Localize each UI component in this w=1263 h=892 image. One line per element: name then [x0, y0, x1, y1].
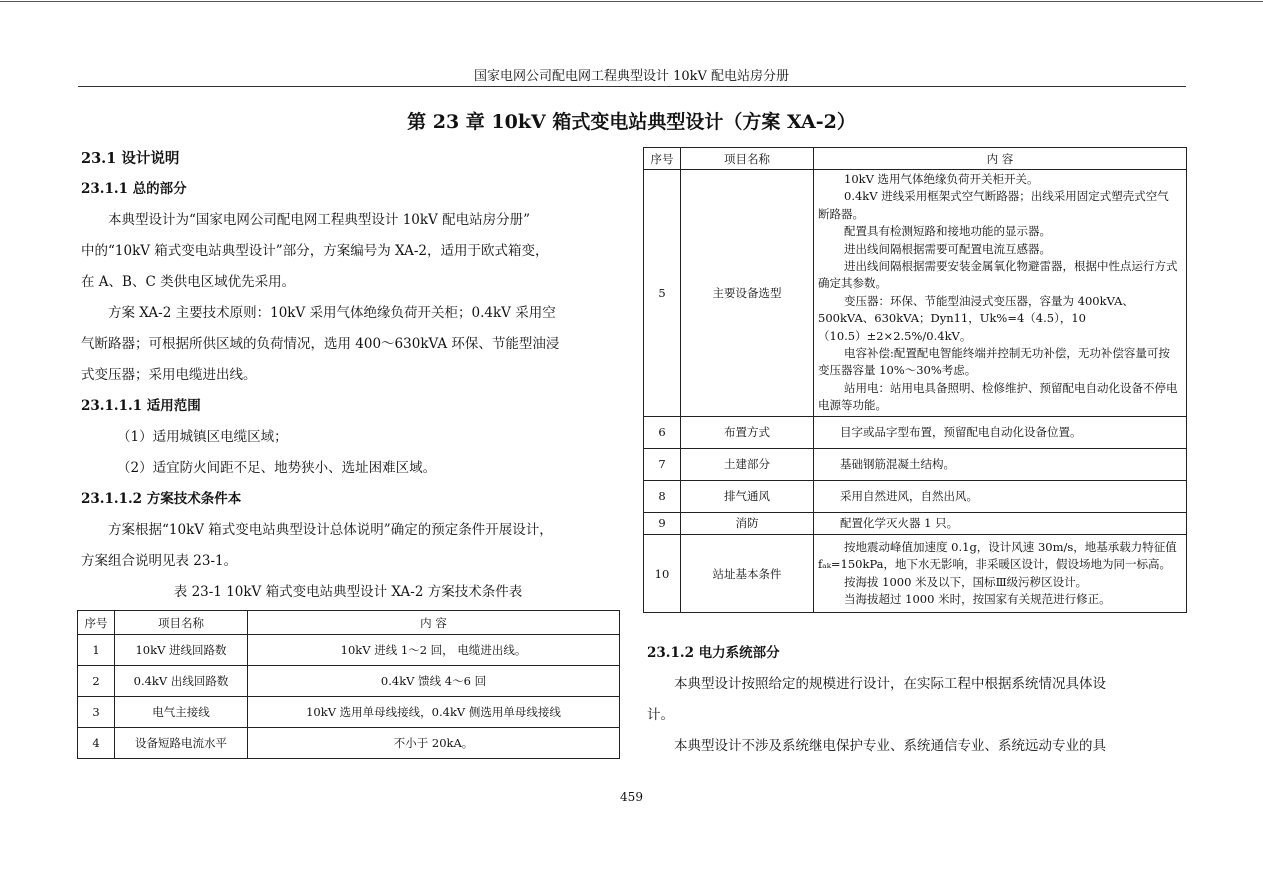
row-name: 主要设备选型: [681, 170, 814, 417]
table-row: [78, 635, 620, 666]
row-content: 10kV 选用单母线接线，0.4kV 侧选用单母线接线: [248, 697, 620, 728]
paragraph-line: 中的“10kV 箱式变电站典型设计”部分，方案编号为 XA-2，适用于欧式箱变，: [81, 243, 549, 259]
content-line: 站用电：站用电具备照明、检修维护、预留配电自动化设备不停电电源等功能。: [818, 380, 1178, 413]
row-no: 3: [78, 697, 115, 728]
section-heading: 23.1 设计说明: [81, 150, 180, 167]
row-content: [814, 512, 1187, 534]
subsection-heading-general: 23.1.1 总的部分: [81, 181, 187, 197]
content-line: 按海拔 1000 米及以下，国标Ⅲ级污秽区设计。: [844, 574, 1088, 589]
row-name: 消防: [681, 512, 814, 534]
table-row: [644, 416, 1187, 448]
paragraph-line: 方案 XA-2 主要技术原则：10kV 采用气体绝缘负荷开关柜；0.4kV 采用空: [108, 305, 556, 321]
left-column: [81, 143, 621, 577]
table-23-1-part1: [77, 610, 620, 759]
col-header-no: 序号: [644, 148, 681, 170]
col-header-name: 项目名称: [115, 611, 248, 635]
row-no: 9: [644, 512, 681, 534]
row-no: 8: [644, 480, 681, 512]
paragraph-line: 方案根据“10kV 箱式变电站典型设计总体说明”确定的预定条件开展设计，: [108, 522, 553, 538]
table-row: [644, 170, 1187, 417]
paragraph-line: 式变压器；采用电缆进出线。: [81, 367, 257, 383]
header-rule: [78, 86, 1186, 87]
row-content: [814, 448, 1187, 480]
table-row: [644, 480, 1187, 512]
paragraph-line: 气断路器；可根据所供区域的负荷情况，选用 400～630kVA 环保、节能型油浸: [81, 336, 560, 352]
paragraph-line: 计。: [647, 707, 674, 723]
col-header-content: 内 容: [814, 148, 1187, 170]
row-content: 10kV 进线 1～2 回， 电缆进出线。: [248, 635, 620, 666]
list-item: （2）适宜防火间距不足、地势狭小、选址困难区域。: [117, 460, 437, 476]
top-border-line: [0, 1, 1263, 2]
row-content-text: 目字或品字型布置，预留配电自动化设备位置。: [840, 425, 1082, 440]
running-header: 国家电网公司配电网工程典型设计 10kV 配电站房分册: [473, 69, 790, 84]
row-no: 5: [644, 170, 681, 417]
row-no: 4: [78, 728, 115, 759]
subsection-heading-conditions: 23.1.1.2 方案技术条件本: [81, 491, 242, 507]
row-content: 不小于 20kA。: [248, 728, 620, 759]
content-line: 进出线间隔根据需要可配置电流互感器。: [844, 241, 1051, 256]
row-content: [814, 480, 1187, 512]
row-content: [814, 416, 1187, 448]
right-column-text: [647, 638, 1187, 762]
row-no: 7: [644, 448, 681, 480]
paragraph-line: 本典型设计按照给定的规模进行设计，在实际工程中根据系统情况具体设: [674, 676, 1106, 692]
row-no: 1: [78, 635, 115, 666]
subsection-heading-power: 23.1.2 电力系统部分: [647, 645, 780, 661]
table-row: [78, 697, 620, 728]
table-row: [644, 448, 1187, 480]
row-name: 布置方式: [681, 416, 814, 448]
row-no: 2: [78, 666, 115, 697]
row-no: 6: [644, 416, 681, 448]
paragraph-line: 在 A、B、C 类供电区域优先采用。: [81, 274, 296, 290]
list-item: （1）适用城镇区电缆区域；: [117, 429, 288, 445]
subsection-heading-scope: 23.1.1.1 适用范围: [81, 398, 201, 414]
content-line: 0.4kV 进线采用框架式空气断路器；出线采用固定式塑壳式空气断路器。: [818, 189, 1169, 221]
content-line: 当海拔超过 1000 米时，按国家有关规范进行修正。: [844, 591, 1111, 606]
content-line: 配置具有检测短路和接地功能的显示器。: [844, 224, 1051, 239]
row-name: 设备短路电流水平: [115, 728, 248, 759]
col-header-name: 项目名称: [681, 148, 814, 170]
row-name: 0.4kV 出线回路数: [115, 666, 248, 697]
content-line: 按地震动峰值加速度 0.1g，设计风速 30m/s，地基承载力特征值 fₐₖ=150kPa，地下水无影响，非采暖区设计，假设场地为同一标高。: [818, 539, 1177, 572]
table-23-1-part2: [643, 147, 1187, 613]
row-name: 排气通风: [681, 480, 814, 512]
row-name: 电气主接线: [115, 697, 248, 728]
paragraph-line: 方案组合说明见表 23-1。: [81, 553, 238, 569]
row-no: 10: [644, 534, 681, 613]
content-line: 变压器：环保、节能型油浸式变压器，容量为 400kVA、500kVA、630kVA；Dyn11，Uk%=4（4.5），10（10.5）±2×2.5%/0.4kV。: [818, 293, 1134, 343]
row-content: [814, 534, 1187, 613]
content-line: 进出线间隔根据需要安装金属氧化物避雷器，根据中性点运行方式确定其参数。: [818, 259, 1178, 291]
chapter-title: 第 23 章 10kV 箱式变电站典型设计（方案 XA-2）: [407, 111, 856, 133]
paragraph-line: 本典型设计为“国家电网公司配电网工程典型设计 10kV 配电站房分册”: [108, 212, 530, 228]
row-content-text: 采用自然进风，自然出风。: [840, 489, 978, 504]
table-caption: 表 23-1 10kV 箱式变电站典型设计 XA-2 方案技术条件表: [173, 584, 523, 600]
content-line: 电容补偿:配置配电智能终端并控制无功补偿，无功补偿容量可按变压器容量 10%～30%考虑。: [818, 346, 1170, 378]
row-name: 站址基本条件: [681, 534, 814, 613]
row-content: 0.4kV 馈线 4～6 回: [248, 666, 620, 697]
row-name: 10kV 进线回路数: [115, 635, 248, 666]
table-row: [644, 534, 1187, 613]
table-row: [78, 728, 620, 759]
row-content: [814, 170, 1187, 417]
row-name: 土建部分: [681, 448, 814, 480]
col-header-content: 内 容: [248, 611, 620, 635]
table-row: [78, 666, 620, 697]
row-content-text: 配置化学灭火器 1 只。: [840, 516, 959, 531]
table-row: [644, 512, 1187, 534]
page-number: 459: [620, 790, 643, 804]
content-line: 10kV 选用气体绝缘负荷开关柜开关。: [844, 172, 1039, 186]
paragraph-line: 本典型设计不涉及系统继电保护专业、系统通信专业、系统远动专业的具: [674, 738, 1106, 754]
row-content-text: 基础钢筋混凝土结构。: [840, 457, 955, 472]
col-header-no: 序号: [78, 611, 115, 635]
